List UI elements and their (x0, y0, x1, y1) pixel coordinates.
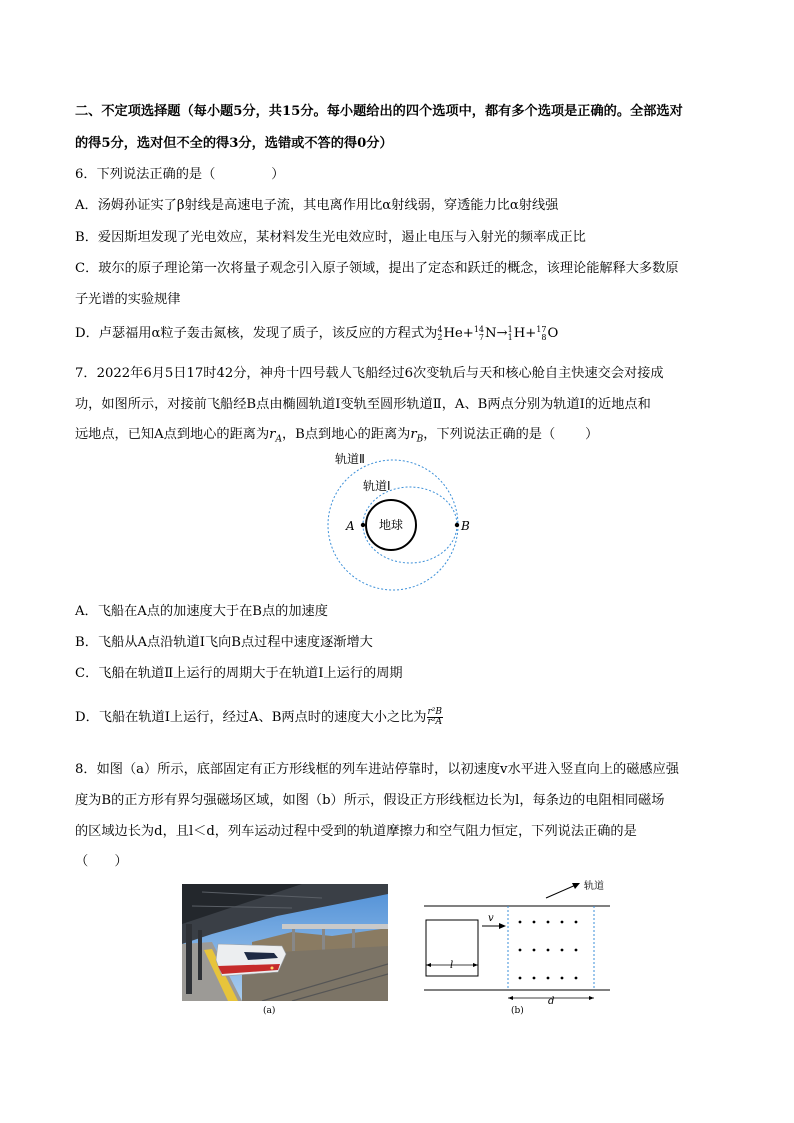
q7-option-c[interactable]: C．飞船在轨道Ⅱ上运行的周期大于在轨道Ⅰ上运行的周期 (75, 666, 403, 681)
figure-b-caption: (b) (511, 1006, 524, 1016)
orbit-2-label: 轨道Ⅱ (335, 452, 365, 466)
magnetic-field-diagram (418, 874, 618, 1009)
q6-option-a[interactable]: A．汤姆孙证实了β射线是高速电子流，其电离作用比α射线弱，穿透能力比α射线强 (75, 198, 559, 213)
point-b-dot (455, 523, 459, 527)
track-label: 轨道 (584, 881, 604, 892)
point-a-label: A (346, 519, 355, 533)
q6-stem: 6．下列说法正确的是（ ） (75, 167, 285, 182)
q7-option-d[interactable]: D．飞船在轨道Ⅰ上运行，经过A、B两点时的速度大小之比为 $\frac{\text{r²B}}{\text{r²A}}$ (75, 707, 443, 727)
q6-option-b[interactable]: B．爱因斯坦发现了光电效应，某材料发生光电效应时，遏止电压与入射光的频率成正比 (75, 230, 586, 245)
d-label: d (548, 996, 555, 1007)
section-heading-line2: 的得5分，选对但不全的得3分，选错或不答的得0分） (75, 136, 393, 151)
q8-stem-line2: 度为B的正方形有界匀强磁场区域，如图（b）所示，假设正方形线框边长为l，每条边的电阻相同磁场 (75, 793, 665, 808)
point-b-label: B (461, 519, 470, 533)
h-nuclide-numbers: 1 1 (507, 325, 513, 342)
q7-option-a[interactable]: A．飞船在A点的加速度大于在B点的加速度 (75, 604, 328, 619)
train-photo (182, 884, 388, 1001)
point-a-dot (361, 523, 365, 527)
orbit-1-label: 轨道Ⅰ (363, 479, 391, 493)
o-nuclide-numbers: 17 8 (536, 325, 547, 342)
q7-stem-line2: 功，如图所示，对接前飞船经B点由椭圆轨道Ⅰ变轨至圆形轨道Ⅱ，A、B两点分别为轨道Ⅰ的近地点和 (75, 397, 651, 412)
q6-option-c-line1[interactable]: C．玻尔的原子理论第一次将量子观念引入原子领域，提出了定态和跃迁的概念，该理论能解释大多数原 (75, 261, 679, 276)
q8-stem-line3: 的区域边长为d，且l＜d，列车运动过程中受到的轨道摩擦力和空气阻力恒定，下列说法正确的是 (75, 824, 637, 839)
q6-option-d[interactable]: D．卢瑟福用α粒子轰击氮核，发现了质子，该反应的方程式为 4 2 He+ 14 7 N→ 1 1 H+ 17 8 O (75, 325, 559, 342)
earth-label: 地球 (379, 518, 404, 532)
q8-stem-line1: 8．如图（a）所示，底部固定有正方形线框的列车进站停靠时，以初速度v水平进入竖直向上的磁感应强 (75, 762, 679, 777)
he-nuclide-numbers: 4 2 (437, 325, 443, 342)
field-dots (519, 921, 578, 980)
orbit-diagram (315, 448, 490, 593)
q7-stem-line3: 远地点，已知A点到地心的距离为$r_A$，B点到地心的距离为$r_B$，下列说法正确的是（ ） (75, 427, 599, 445)
q6-option-c-line2[interactable]: 子光谱的实验规律 (75, 292, 181, 307)
velocity-ratio-fraction: $\frac{\text{r²B}}{\text{r²A}}$ (427, 707, 443, 727)
q7-option-b[interactable]: B．飞船从A点沿轨道Ⅰ飞向B点过程中速度逐渐增大 (75, 635, 373, 650)
figure-a-caption: (a) (263, 1006, 276, 1016)
q8-stem-line4: （ ） (75, 854, 128, 869)
q7-stem-line1: 7．2022年6月5日17时42分，神舟十四号载人飞船经过6次变轨后与天和核心舱自主快速交会对接成 (75, 366, 664, 381)
v-label: v (488, 913, 494, 924)
n-nuclide-numbers: 14 7 (473, 325, 484, 342)
section-heading-line1: 二、不定项选择题（每小题5分，共15分。每小题给出的四个选项中，都有多个选项是正确的。全部选对 (75, 104, 683, 119)
l-label: l (450, 960, 454, 971)
